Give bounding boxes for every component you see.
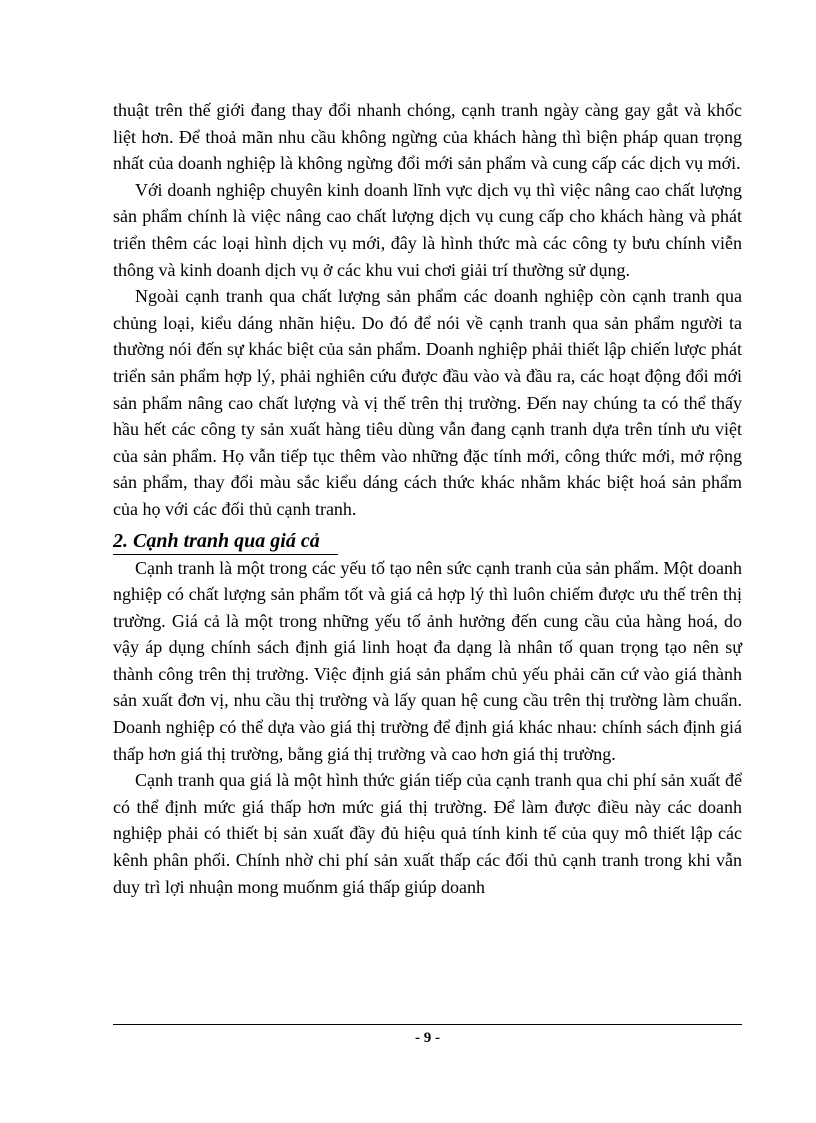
document-body <box>113 97 742 900</box>
paragraph-continued: thuật trên thế giới đang thay đổi nhanh chóng, cạnh tranh ngày càng gay gắt và khốc liệt hơn. Để thoả mãn nhu cầu không ngừng của khách hàng thì biện pháp quan trọng nhất của doanh nghiệp là không ngừng đổi mới sản phẩm và cung cấp các dịch vụ mới. <box>113 100 742 174</box>
paragraph-cost-competition: Cạnh tranh qua giá là một hình thức gián tiếp của cạnh tranh qua chi phí sản xuất để có thể định mức giá thấp hơn mức giá thị trường. Để làm được điều này các doanh nghiệp phải có thiết bị sản xuất đầy đủ hiệu quả tính kinh tế của quy mô thiết lập các kênh phân phối. Chính nhờ chi phí sản xuất thấp các đối thủ cạnh tranh trong khi vẫn duy trì lợi nhuận mong muốnm giá thấp giúp doanh <box>113 770 742 897</box>
page-number: - 9 - <box>415 1030 440 1046</box>
paragraph-product-variety: Ngoài cạnh tranh qua chất lượng sản phẩm các doanh nghiệp còn cạnh tranh qua chủng loại, kiểu dáng nhãn hiệu. Do đó để nói về cạnh tranh qua sản phẩm người ta thường nói đến sự khác biệt của sản phẩm. Doanh nghiệp phải thiết lập chiến lược phát triển sản phẩm hợp lý, phải nghiên cứu được đầu vào và đầu ra, các hoạt động đổi mới sản phẩm nâng cao chất lượng và vị thế trên thị trường. Đến nay chúng ta có thể thấy hầu hết các công ty sản xuất hàng tiêu dùng vẫn đang cạnh tranh dựa trên tính ưu việt của sản phẩm. Họ vẫn tiếp tục thêm vào những đặc tính mới, công thức mới, mở rộng sản phẩm, thay đổi màu sắc kiểu dáng cách thức khác nhằm khác biệt hoá sản phẩm của họ với các đối thủ cạnh tranh. <box>113 286 742 519</box>
paragraph-service-quality: Với doanh nghiệp chuyên kinh doanh lĩnh vực dịch vụ thì việc nâng cao chất lượng sản phẩm chính là việc nâng cao chất lượng dịch vụ cung cấp cho khách hàng và phát triển thêm các loại hình dịch vụ mới, đây là hình thức mà các công ty bưu chính viễn thông và kinh doanh dịch vụ ở các khu vui chơi giải trí thường sử dụng. <box>113 179 742 280</box>
footer-divider <box>113 1024 742 1025</box>
section-heading: 2. Cạnh tranh qua giá cả <box>113 528 338 555</box>
paragraph-price-competition: Cạnh tranh là một trong các yếu tố tạo nên sức cạnh tranh của sản phẩm. Một doanh nghiệp có chất lượng sản phẩm tốt và giá cả hợp lý thì luôn chiếm được ưu thế trên thị trường. Giá cả là một trong những yếu tố ảnh hưởng đến cung cầu của hàng hoá, do vậy áp dụng chính sách định giá linh hoạt đa dạng là nhân tố quan trọng tạo nên sự thành công trên thị trường. Việc định giá sản phẩm chủ yếu phải căn cứ vào giá thành sản xuất đơn vị, nhu cầu thị trường và lấy quan hệ cung cầu trên thị trường làm chuẩn. Doanh nghiệp có thể dựa vào giá thị trường để định giá khác nhau: chính sách định giá thấp hơn giá thị trường, bằng giá thị trường và cao hơn giá thị trường. <box>113 557 742 764</box>
